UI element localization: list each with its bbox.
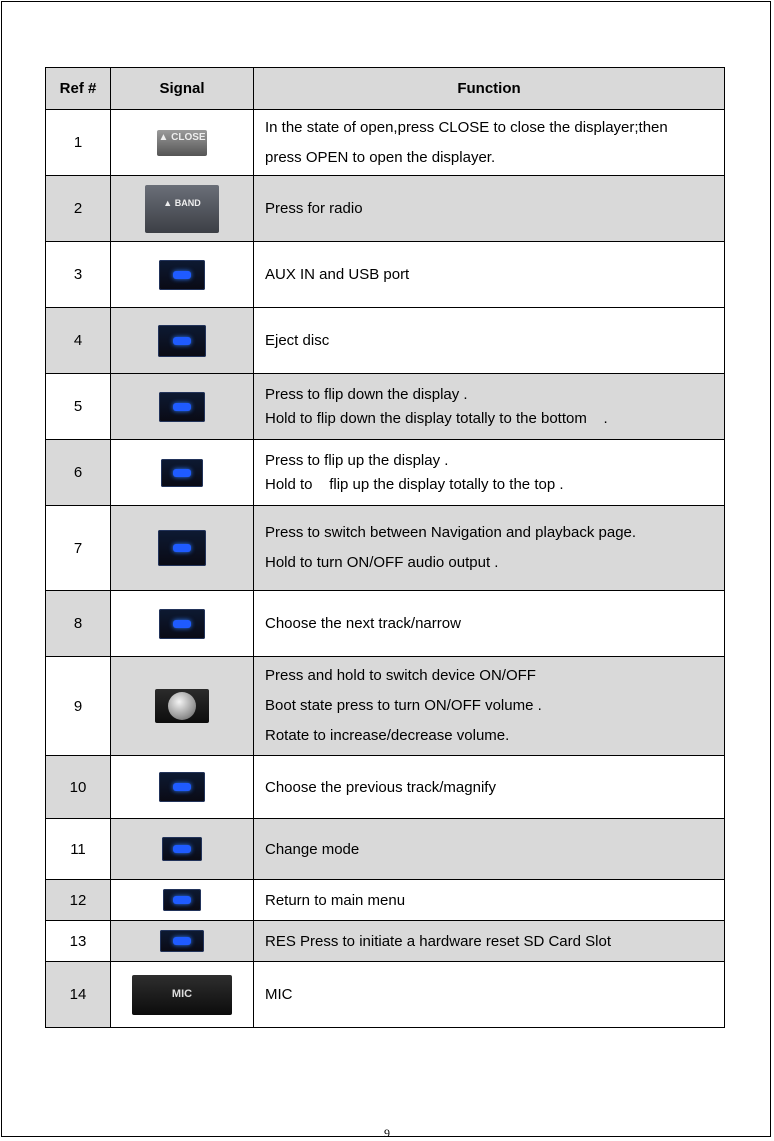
table-row bbox=[46, 506, 725, 591]
page-number: 9 bbox=[384, 1126, 390, 1140]
function-line: Choose the next track/narrow bbox=[265, 615, 461, 632]
table-row bbox=[46, 374, 725, 440]
table-row bbox=[46, 756, 725, 819]
table-row bbox=[46, 176, 725, 242]
row-ref: 13 bbox=[46, 921, 111, 962]
flip-down-icon bbox=[159, 392, 205, 422]
mic-icon: MIC bbox=[132, 975, 232, 1015]
band-button-icon: ▲ BAND bbox=[145, 185, 219, 233]
function-line: Return to main menu bbox=[265, 891, 406, 909]
function-line: Choose the previous track/magnify bbox=[265, 778, 496, 796]
function-line: Press to flip up the display . bbox=[265, 451, 449, 469]
table-row bbox=[46, 657, 725, 756]
function-line: Change mode bbox=[265, 840, 360, 858]
table-row bbox=[46, 110, 725, 176]
navigation-icon bbox=[158, 530, 206, 566]
row-ref: 4 bbox=[46, 308, 111, 374]
table-row bbox=[46, 308, 725, 374]
flip-up-icon bbox=[161, 459, 203, 487]
row-ref: 2 bbox=[46, 176, 111, 242]
function-line: RES Press to initiate a hardware reset SD Card Slot bbox=[265, 932, 611, 950]
function-line: Eject disc bbox=[265, 332, 330, 349]
table-row bbox=[46, 819, 725, 880]
next-track-icon bbox=[159, 609, 205, 639]
row-ref: 5 bbox=[46, 374, 111, 440]
table-header-row bbox=[46, 68, 725, 110]
row-ref: 14 bbox=[46, 962, 111, 1028]
reset-sd-slot-icon bbox=[160, 930, 204, 952]
header-ref: Ref # bbox=[46, 68, 111, 110]
aux-usb-icon bbox=[159, 260, 205, 290]
table-row bbox=[46, 921, 725, 962]
table-row bbox=[46, 962, 725, 1028]
close-button-icon: ▲ CLOSE bbox=[157, 130, 207, 156]
function-line: Hold to turn ON/OFF audio output . bbox=[265, 554, 499, 571]
header-signal: Signal bbox=[111, 68, 254, 110]
row-ref: 8 bbox=[46, 591, 111, 657]
function-line: Rotate to increase/decrease volume. bbox=[265, 727, 510, 744]
function-line: Boot state press to turn ON/OFF volume . bbox=[265, 697, 542, 714]
function-line: press OPEN to open the displayer. bbox=[265, 148, 496, 166]
function-line: Hold to flip up the display totally to the top . bbox=[265, 475, 564, 493]
previous-track-icon bbox=[159, 772, 205, 802]
table-row bbox=[46, 242, 725, 308]
function-line: AUX IN and USB port bbox=[265, 266, 410, 283]
function-line: Press and hold to switch device ON/OFF bbox=[265, 667, 536, 684]
row-ref: 1 bbox=[46, 110, 111, 176]
function-line: Press for radio bbox=[265, 200, 363, 217]
table-row bbox=[46, 591, 725, 657]
row-ref: 6 bbox=[46, 440, 111, 506]
mode-icon bbox=[162, 837, 202, 861]
function-line: Press to switch between Navigation and playback page. bbox=[265, 524, 637, 541]
row-ref: 11 bbox=[46, 819, 111, 880]
controls-table bbox=[45, 67, 725, 1028]
row-ref: 7 bbox=[46, 506, 111, 591]
function-line: MIC bbox=[265, 986, 293, 1003]
row-ref: 10 bbox=[46, 756, 111, 819]
volume-knob-icon bbox=[155, 689, 209, 723]
menu-icon bbox=[163, 889, 201, 911]
table-row bbox=[46, 880, 725, 921]
row-ref: 12 bbox=[46, 880, 111, 921]
header-function: Function bbox=[254, 68, 725, 110]
function-line: In the state of open,press CLOSE to close the displayer;then bbox=[265, 118, 668, 136]
row-ref: 9 bbox=[46, 657, 111, 756]
table-row bbox=[46, 440, 725, 506]
function-line: Hold to flip down the display totally to the bottom . bbox=[265, 409, 608, 427]
eject-icon bbox=[158, 325, 206, 357]
row-ref: 3 bbox=[46, 242, 111, 308]
function-line: Press to flip down the display . bbox=[265, 385, 468, 403]
